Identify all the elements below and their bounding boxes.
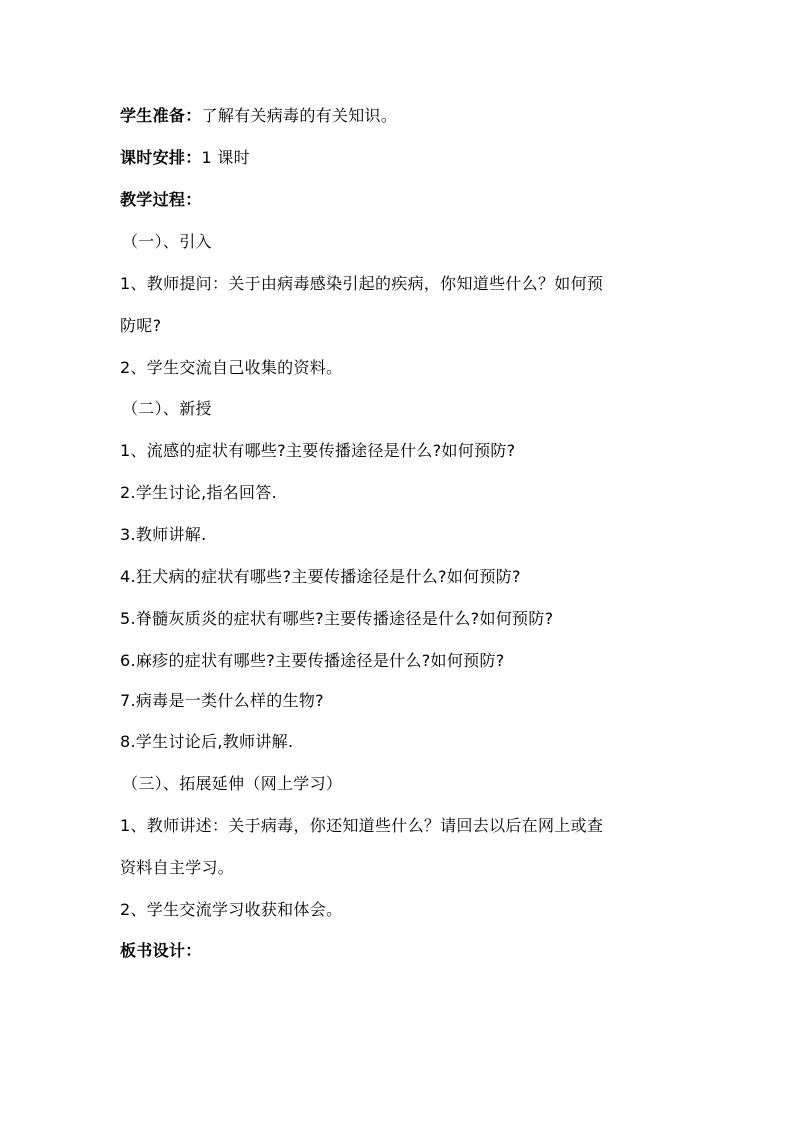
intro-item-1-line-1: 1、教师提问：关于由病毒感染引起的疾病，你知道些什么？如何预 bbox=[120, 274, 604, 293]
intro-item-2: 2、学生交流自己收集的资料。 bbox=[120, 358, 343, 377]
extension-item-2: 2、学生交流学习收获和体会。 bbox=[120, 900, 343, 919]
new-lesson-item-4: 4.狂犬病的症状有哪些?主要传播途径是什么?如何预防? bbox=[120, 567, 521, 586]
student-prep-text: 了解有关病毒的有关知识。 bbox=[201, 106, 398, 125]
section-intro-title: （一）、引入 bbox=[122, 232, 212, 251]
teaching-process-heading: 教学过程： bbox=[120, 190, 202, 209]
student-prep-line bbox=[120, 105, 720, 127]
class-time-text: 1 课时 bbox=[201, 148, 250, 167]
intro-item-1-line-2: 防呢? bbox=[120, 316, 162, 335]
extension-item-1-line-2: 资料自主学习。 bbox=[120, 858, 235, 877]
section-extension-title: （三）、拓展延伸（网上学习） bbox=[122, 774, 343, 793]
class-time-label: 课时安排： bbox=[120, 148, 202, 167]
class-time-line bbox=[120, 147, 720, 169]
new-lesson-item-3: 3.教师讲解. bbox=[120, 525, 207, 544]
new-lesson-item-2: 2.学生讨论,指名回答. bbox=[120, 483, 278, 502]
new-lesson-item-5: 5.脊髓灰质炎的症状有哪些?主要传播途径是什么?如何预防? bbox=[120, 609, 554, 628]
board-design-heading: 板书设计： bbox=[120, 941, 202, 960]
new-lesson-item-1: 1、流感的症状有哪些?主要传播途径是什么?如何预防? bbox=[120, 441, 516, 460]
new-lesson-item-8: 8.学生讨论后,教师讲解. bbox=[120, 732, 294, 751]
extension-item-1-line-1: 1、教师讲述：关于病毒，你还知道些什么？请回去以后在网上或查 bbox=[120, 816, 604, 835]
new-lesson-item-7: 7.病毒是一类什么样的生物? bbox=[120, 691, 324, 710]
section-new-lesson-title: （二）、新授 bbox=[122, 399, 212, 418]
student-prep-label: 学生准备： bbox=[120, 106, 202, 125]
new-lesson-item-6: 6.麻疹的症状有哪些?主要传播途径是什么?如何预防? bbox=[120, 651, 505, 670]
